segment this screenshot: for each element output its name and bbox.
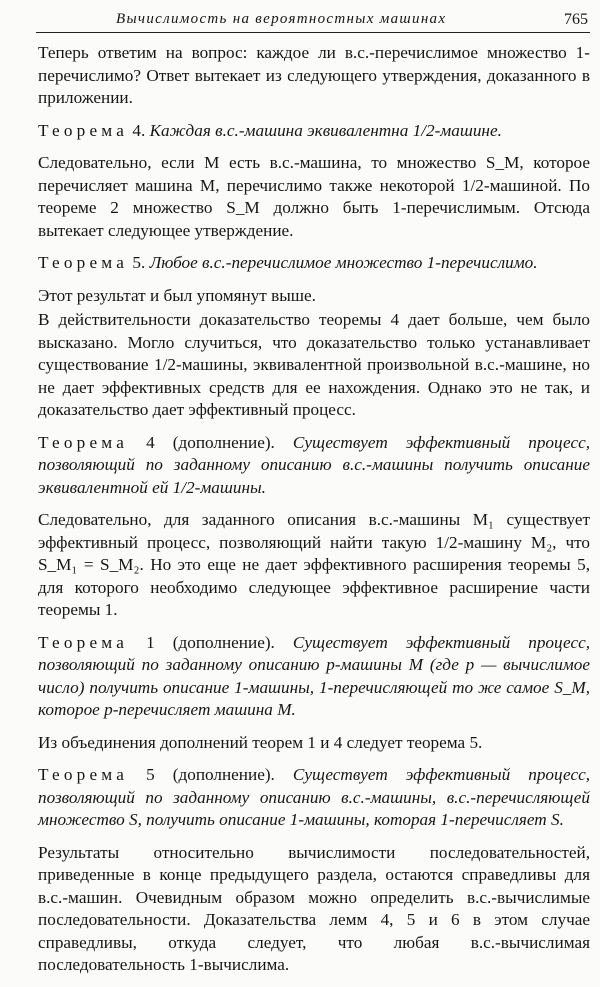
theorem-5-addendum xyxy=(38,764,590,832)
theorem-label: Теорема xyxy=(38,120,129,140)
paragraph-sequences: Результаты относительно вычислимости последовательностей, приведенные в конце предыдущего раздела, остаются справедливы для в.с.-машин. Очевидным образом можно определить в.с.-вычислимые последовательности. Доказательства лемм 4, 5 и 6 в этом случае справедливы, откуда следует, что любая в.с.-вычислимая последовательность 1-вычислима. xyxy=(38,842,590,974)
theorem-addendum: (дополнение). xyxy=(172,765,275,784)
theorem-number: 5 xyxy=(146,765,155,784)
theorem-number: 4. xyxy=(132,120,146,140)
paragraph-extension: Следовательно, для заданного описания в.с.-машины M₁ существует эффективный процесс, позволяющий найти такую 1/2-машину M₂, что S_M₁ = S_M₂. Но это еще не дает эффективного расширения теоремы 5, для которого необходимо следующее эффективное расширение части теоремы 1. xyxy=(38,510,590,619)
paragraph-intro: Теперь ответим на вопрос: каждое ли в.с.-перечислимое множество 1-перечислимо? Ответ вытекает из следующего утверждения, доказанного в приложении. xyxy=(38,43,590,107)
running-head: Вычислимость на вероятностных машинах xyxy=(116,11,447,27)
page-header xyxy=(36,8,590,33)
theorem-label: Теорема xyxy=(38,253,129,272)
theorem-label: Теорема xyxy=(38,432,129,452)
theorem-statement: Существует эффективный процесс, позволяющий по заданному описанию p-машины M (где p — вычислимое число) получить описание 1-машины, 1-перечисляющей то же самое S_M, которое p-перечисляет машина M. xyxy=(38,632,591,719)
paragraph-consequence: Следовательно, если M есть в.с.-машина, то множество S_M, которое перечисляет машина M, перечислимо также некоторой 1/2-машиной. По теореме 2 множество S_M должно быть 1-перечислимым. Отсюда вытекает следующее утверждение. xyxy=(38,153,590,240)
paragraph-union: Из объединения дополнений теорем 1 и 4 следует теорема 5. xyxy=(38,732,483,752)
theorem-number: 4 xyxy=(146,432,155,452)
theorem-statement: Существует эффективный процесс, позволяющий по заданному описанию в.с.-машины получить описание эквивалентной ей 1/2-машины. xyxy=(38,432,591,497)
theorem-statement: Любое в.с.-перечислимое множество 1-перечислимо. xyxy=(149,253,538,272)
body-text xyxy=(38,42,590,987)
theorem-number: 1 xyxy=(146,632,155,652)
theorem-statement: Каждая в.с.-машина эквивалентна 1/2-машине. xyxy=(149,120,502,140)
theorem-statement: Существует эффективный процесс, позволяющий по заданному описанию в.с.-машины, в.с.-перечисляющей множество S, получить описание 1-машины, которая 1-перечисляет S. xyxy=(38,765,591,829)
theorem-label: Теорема xyxy=(38,632,129,652)
theorem-4 xyxy=(38,120,590,143)
theorem-number: 5. xyxy=(132,253,146,272)
page-number: 765 xyxy=(564,11,588,28)
paragraph-result: Этот результат и был упомянут выше. xyxy=(38,285,316,305)
theorem-addendum: (дополнение). xyxy=(172,432,275,452)
theorem-4-addendum xyxy=(38,432,590,500)
theorem-addendum: (дополнение). xyxy=(172,632,275,652)
theorem-1-addendum xyxy=(38,632,590,722)
theorem-5 xyxy=(38,252,590,275)
theorem-label: Теорема xyxy=(38,765,129,784)
paragraph-effective: В действительности доказательство теоремы 4 дает больше, чем было высказано. Могло случиться, что доказательство только устанавливает существование 1/2-машины, эквивалентной произвольной в.с.-машине, но не дает эффективных средств для ее нахождения. Однако это не так, и доказательство дает эффективный процесс. xyxy=(38,310,590,419)
